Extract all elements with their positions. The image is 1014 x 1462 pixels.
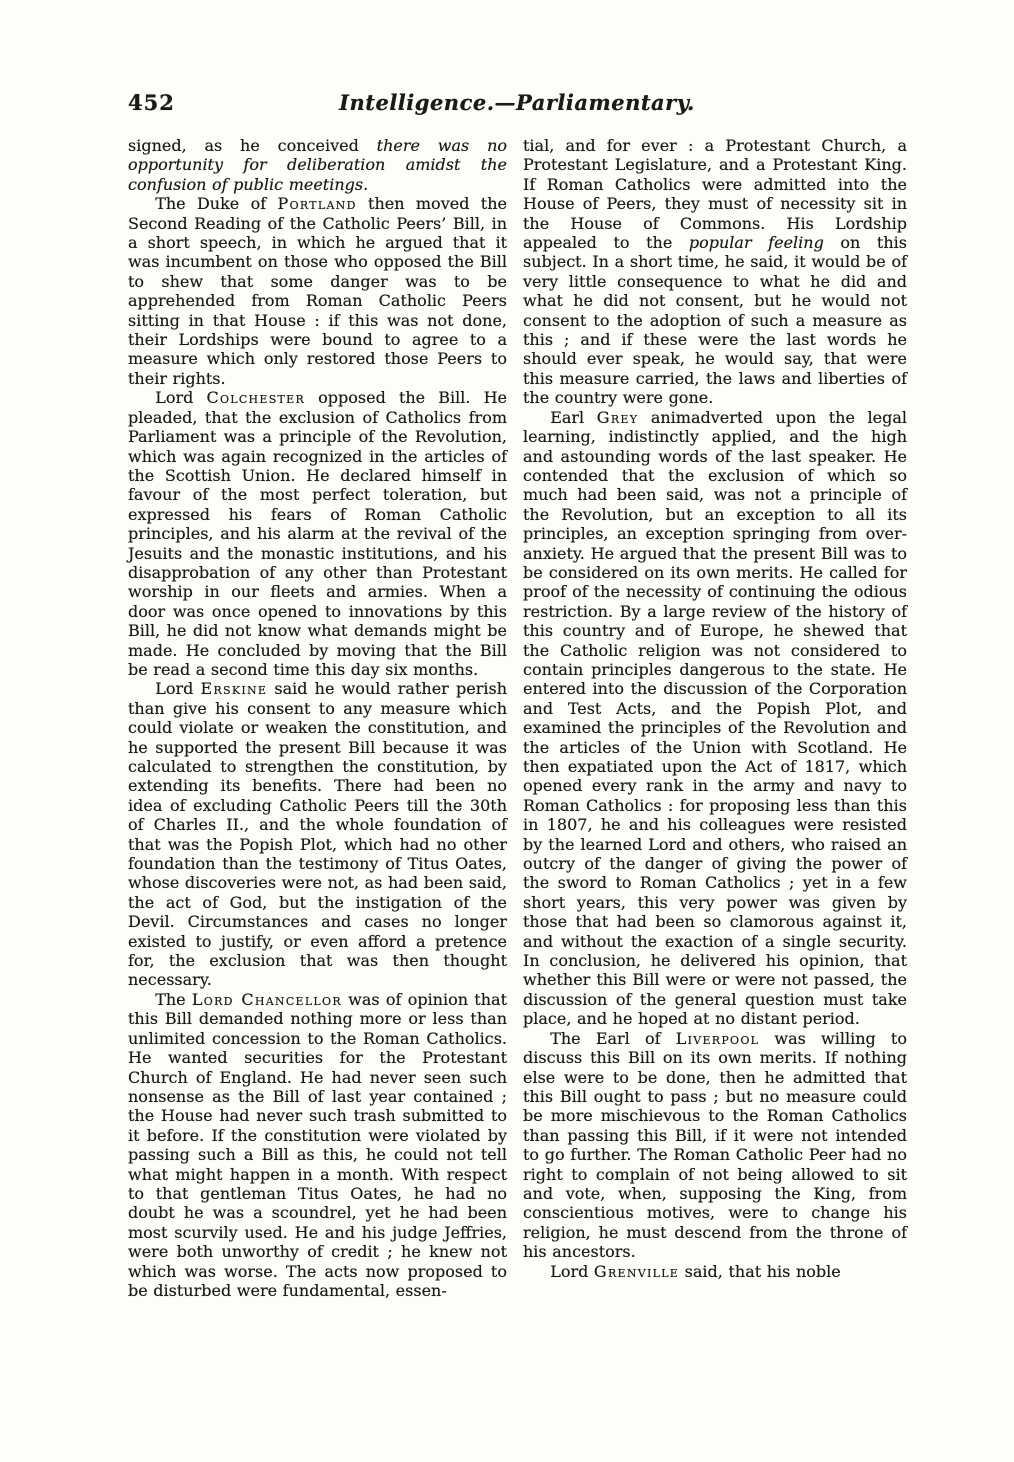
body-text: Earl <box>550 407 597 427</box>
left-column <box>128 136 507 1300</box>
speaker-name: Grey <box>596 407 639 427</box>
italic-text: popular feeling <box>688 233 824 253</box>
body-text: The <box>155 989 192 1009</box>
page-header <box>128 90 906 120</box>
body-text: Lord <box>155 679 201 699</box>
paragraph <box>128 990 507 1301</box>
body-text: Lord <box>155 388 207 408</box>
body-text: The Duke of <box>155 194 278 214</box>
body-text: tial, and for ever : a Protestant Church, a Protestant Legislature, and a Protestant King. If Roman Catholics were admitted into the House of Peers, they must of necessity sit in the House of Commons. His Lordship appealed to the <box>523 136 907 253</box>
body-text: signed, as he conceived <box>128 136 377 155</box>
body-text: then moved the Second Reading of the Catholic Peers’ Bill, in a short speech, in which he argued that it was incumbent on those who opposed the Bill to shew that some danger was to be apprehended from Roman Catholic Peers sitting in that House : if this was not done, their Lordships were bound to agree to a measure which only restored those Peers to their rights. <box>128 194 507 388</box>
paragraph <box>128 136 507 194</box>
paragraph <box>128 679 507 990</box>
paragraph <box>523 1262 907 1281</box>
paragraph <box>523 136 907 408</box>
body-text: opposed the Bill. He pleaded, that the exclusion of Catholics from Parliament was a principle of the Revolution, which was again recognized in the articles of the Scottish Union. He declared himself in favour of the most perfect toleration, but expressed his fears of Roman Catholic principles, and his alarm at the revival of the Jesuits and the monastic institutions, and his disapprobation of any other than Protestant worship in our fleets and armies. When a door was once opened to innovations by this Bill, he did not know what demands might be made. He concluded by moving that the Bill be read a second time this day six months. <box>128 388 507 679</box>
speaker-name: Grenville <box>593 1261 680 1281</box>
page-number: 452 <box>128 90 175 115</box>
speaker-name: Erskine <box>200 679 268 699</box>
paragraph <box>523 408 907 1029</box>
text-columns <box>128 136 907 1300</box>
paragraph <box>128 388 507 679</box>
body-text: was willing to discuss this Bill on its own merits. If nothing else were to be done, then he admitted that this Bill ought to pass ; but no measure could be more mischievous to the Roman Catholics than passing this Bill, if it were not intended to go further. The Roman Catholic Peer had no right to complain of not being allowed to sit and vote, when, supposing the King, from conscientious motives, were to change his religion, he must descend from the throne of his ancestors. <box>523 1028 907 1262</box>
body-text: on this subject. In a short time, he said, it would be of very little consequence to what he did and what he did not consent, but he would not consent to the adoption of such a measure as this ; and if these were the last words he should ever speak, he would say, that were this measure carried, the laws and liberties of the country were gone. <box>523 233 907 408</box>
speaker-name: Liverpool <box>675 1028 760 1048</box>
body-text: was of opinion that this Bill demanded nothing more or less than unlimited concession to the Roman Catholics. He wanted securities for the Protestant Church of England. He had never seen such nonsense as the Bill of last year contained ; the House had never such trash submitted to it before. If the constitution were violated by passing such a Bill as this, he could not tell what might happen in a month. With respect to that gentleman Titus Oates, he had no doubt he was a scoundrel, yet he had been most scurvily used. He and his judge Jeffries, were both unworthy of credit ; he knew not which was worse. The acts now proposed to be disturbed were fundamental, essen- <box>128 989 508 1300</box>
body-text: animadverted upon the legal learning, indistinctly applied, and the high and astounding words of the last speaker. He contended that the exclusion of which so much had been said, was not a principle of the Revolution, but an exception to all its principles, an exception springing from over-anxiety. He argued that the present Bill was to be considered on its own merits. He called for proof of the necessity of continuing the odious restriction. By a large review of the history of this country and of Europe, he shewed that the Catholic religion was not considered to contain principles dangerous to the state. He entered into the discussion of the Corporation and Test Acts, and the Popish Plot, and examined the principles of the Revolution and the articles of the Union with Scotland. He then expatiated upon the Act of 1817, which opened every rank in the army and navy to Roman Catholics : for proposing less than this in 1807, he and his colleagues were resisted by the learned Lord and others, who raised an outcry of the danger of giving the power of the sword to Roman Catholics ; yet in a few short years, this very power was given by those that had been so clamorous against it, and without the exaction of a single security. In conclusion, he delivered his opinion, that whether this Bill were or were not passed, the discussion of the general question must take place, and he hoped at no distant period. <box>523 407 907 1029</box>
body-text: said, that his noble <box>679 1261 841 1281</box>
body-text: Lord <box>550 1261 594 1281</box>
body-text: said he would rather perish than give his consent to any measure which could violate or weaken the constitution, and he supported the present Bill because it was calculated to strengthen the constitution, by extending its benefits. There had been no idea of excluding Catholic Peers till the 30th of Charles II., and the whole foundation of that was the Popish Plot, which had no other foundation than the testimony of Titus Oates, whose discoveries were not, as had been said, the act of God, but the instigation of the Devil. Circumstances and cases no longer existed to justify, or even afford a pretence for, the exclusion that was then thought necessary. <box>128 679 507 990</box>
speaker-name: Portland <box>277 194 357 214</box>
speaker-name: Lord Chancellor <box>191 989 342 1009</box>
body-text: The Earl of <box>550 1028 676 1048</box>
paragraph <box>523 1029 907 1262</box>
right-column <box>523 136 907 1300</box>
italic-text: there was no opportunity for deliberation amidst the confusion of public meetings. <box>128 136 508 194</box>
paragraph <box>128 194 507 388</box>
running-title: Intelligence.—Parliamentary. <box>339 90 695 115</box>
speaker-name: Colchester <box>206 388 306 408</box>
